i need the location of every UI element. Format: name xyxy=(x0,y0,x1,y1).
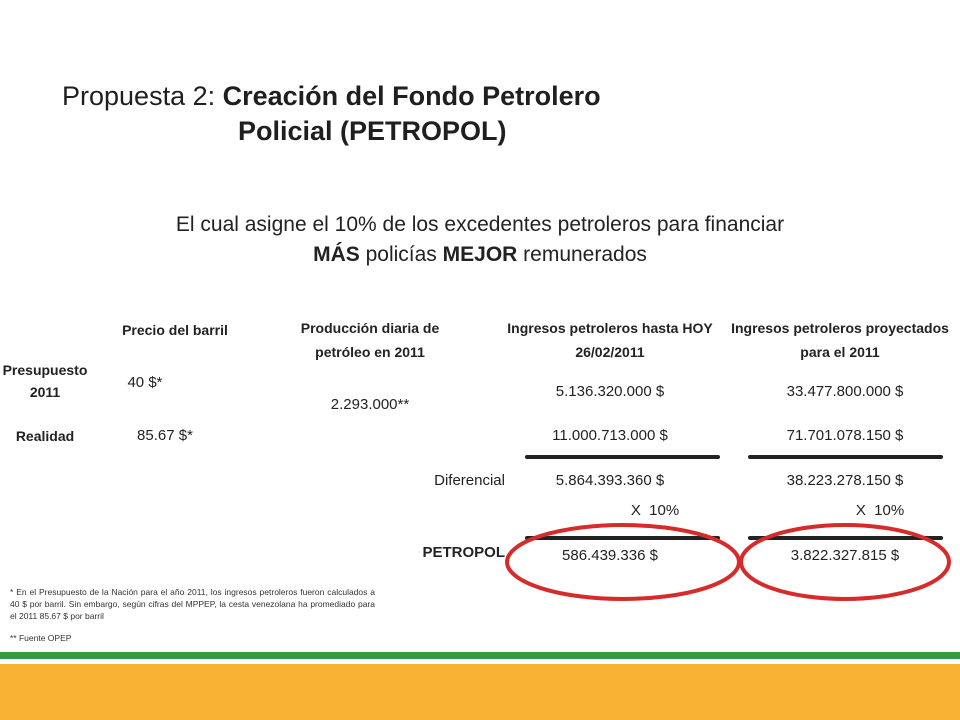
multiplier-hoy: X 10% xyxy=(630,502,680,519)
diferencial-proy: 38.223.278.150 $ xyxy=(786,472,904,489)
cell-produccion: 2.293.000** xyxy=(330,396,410,413)
footer-green-stripe xyxy=(0,652,960,659)
row-label-presupuesto: Presupuesto 2011 xyxy=(2,362,88,400)
row-label-realidad: Realidad xyxy=(15,428,75,444)
subtitle-line2 xyxy=(0,240,960,270)
subtitle-policias: policías xyxy=(359,243,443,266)
petropol-proy: 3.822.327.815 $ xyxy=(790,547,900,564)
footer-yellow-band xyxy=(0,664,960,720)
cell-precio-presupuesto: 40 $* xyxy=(127,374,163,391)
footnote-1: * En el Presupuesto de la Nación para el año 2011, los ingresos petroleros fueron calculados a 40 $ por barril. Sin embargo, según cifras del MPPEP, la cesta venezolana ha promediado para el 2011 85.67 $ por barril xyxy=(10,587,375,621)
header-produccion: Producción diaria de petróleo en 2011 xyxy=(300,320,440,360)
title-line2: Policial (PETROPOL) xyxy=(238,116,507,146)
footnote-2: ** Fuente OPEP xyxy=(10,633,72,643)
petropol-label: PETROPOL xyxy=(422,544,505,561)
subtraction-rule-hoy xyxy=(525,455,720,459)
cell-proy-realidad: 71.701.078.150 $ xyxy=(786,427,904,444)
multiplier-proy: X 10% xyxy=(855,502,905,519)
subtraction-rule-proy xyxy=(748,455,943,459)
cell-hoy-presupuesto: 5.136.320.000 $ xyxy=(555,383,665,400)
petropol-hoy: 586.439.336 $ xyxy=(562,547,658,564)
header-ingresos-proy: Ingresos petroleros proyectados para el 2011 xyxy=(731,320,949,360)
diferencial-hoy: 5.864.393.360 $ xyxy=(555,472,665,489)
cell-precio-realidad: 85.67 $* xyxy=(137,427,193,444)
subtitle xyxy=(0,210,960,270)
subtitle-line1: El cual asigne el 10% de los excedentes petroleros para financiar xyxy=(175,213,785,236)
cell-hoy-realidad: 11.000.713.000 $ xyxy=(552,427,668,444)
highlight-circle-hoy xyxy=(507,525,739,599)
header-ingresos-hoy: Ingresos petroleros hasta HOY 26/02/2011 xyxy=(507,320,713,360)
cell-proy-presupuesto: 33.477.800.000 $ xyxy=(786,383,904,400)
page-title xyxy=(62,78,601,114)
title-bold-line1: Creación del Fondo Petrolero xyxy=(222,81,601,111)
highlight-circles xyxy=(500,520,960,610)
subtitle-mejor: MEJOR xyxy=(442,243,518,266)
header-precio: Precio del barril xyxy=(122,322,228,338)
highlight-circle-proy xyxy=(741,525,949,599)
subtitle-mas: MÁS xyxy=(313,243,360,266)
title-prefix: Propuesta 2: xyxy=(62,81,223,111)
diferencial-label: Diferencial xyxy=(434,472,505,489)
subtitle-remunerados: remunerados xyxy=(517,243,647,266)
